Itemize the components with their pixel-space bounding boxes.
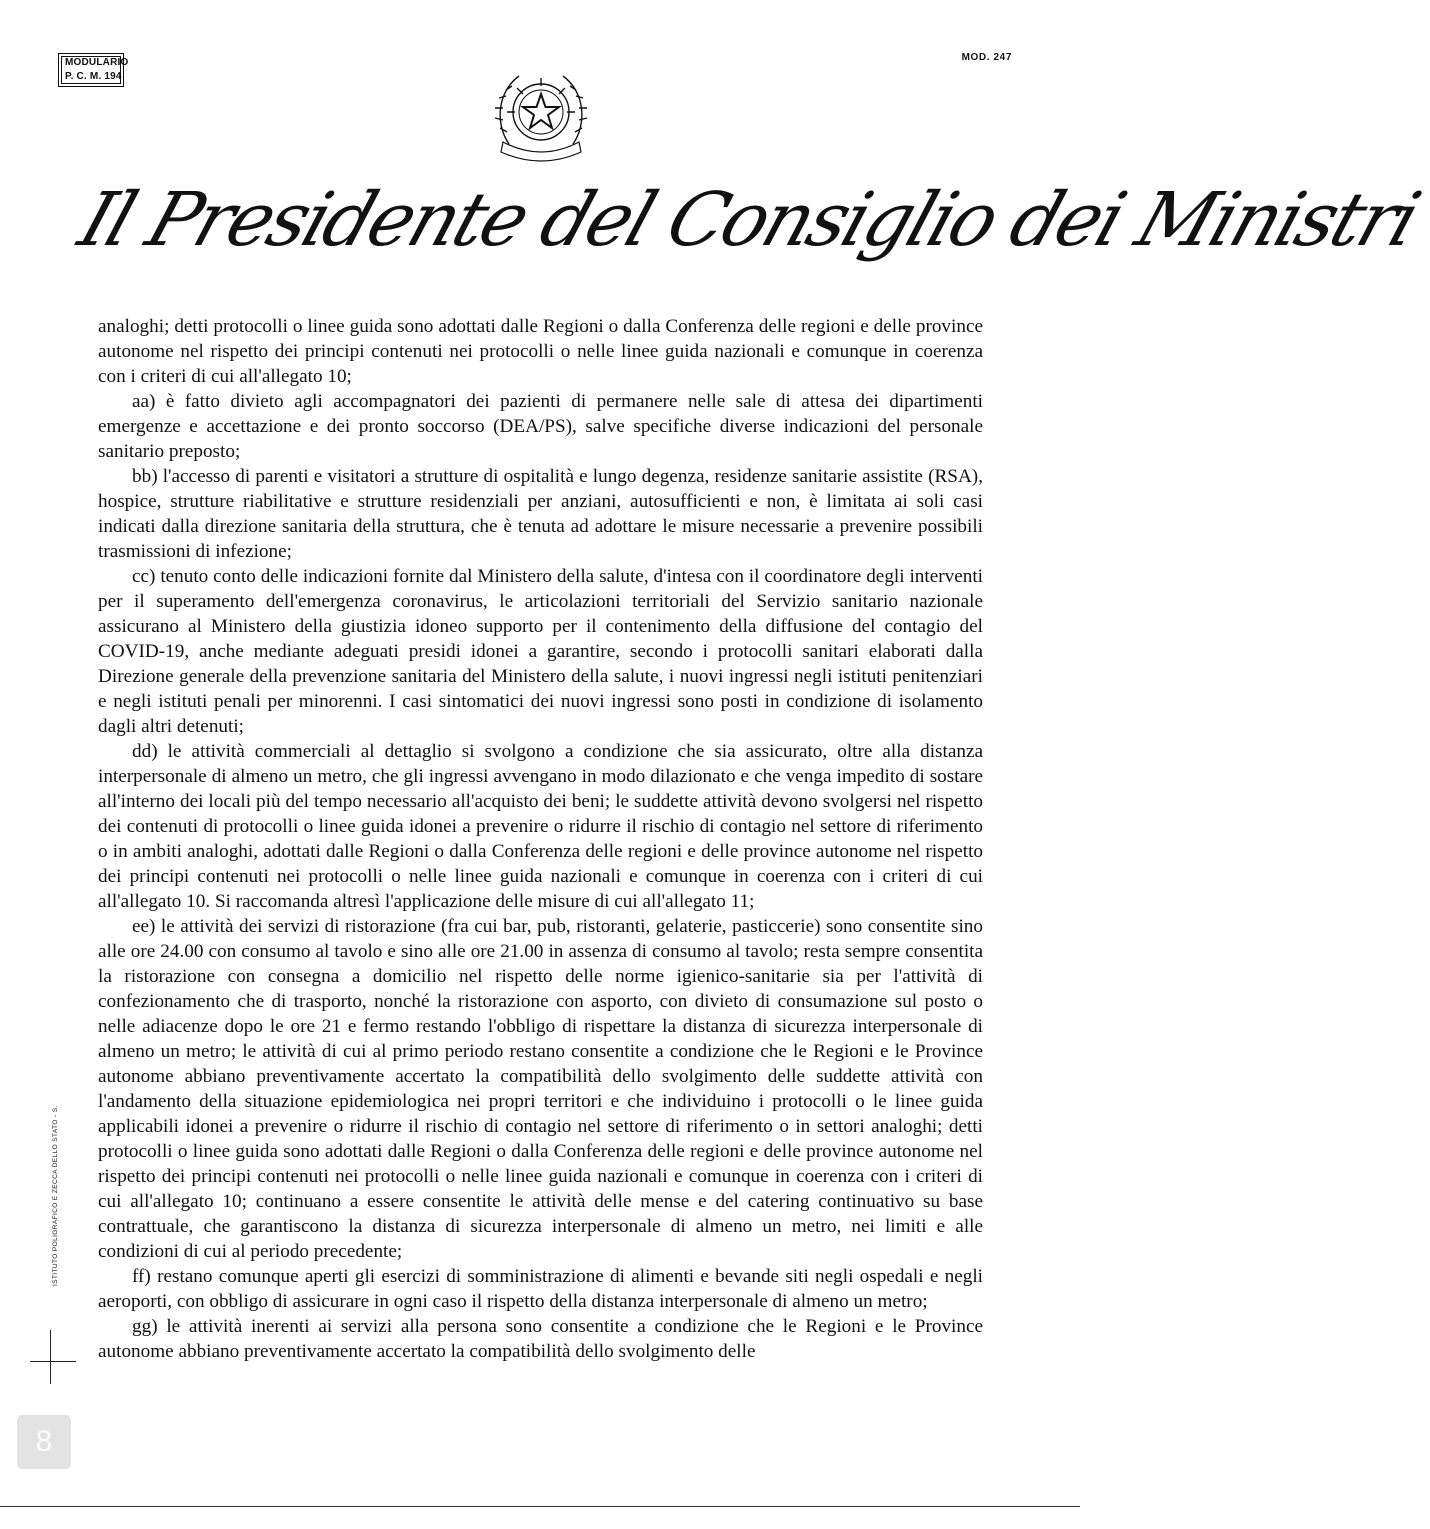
paragraph: dd) le attività commerciali al dettaglio si svolgono a condizione che sia assicurato, oltre alla distanza interpersonale di almeno un metro, che gli ingressi avvengano in modo dilazionato e che venga impedito di sostare all'interno dei locali più del tempo necessario all'acquisto dei beni; le suddette attività devono svolgersi nel rispetto dei contenuti di protocolli o linee guida idonei a prevenire o ridurre il rischio di contagio nel settore di riferimento o in ambiti analoghi, adottati dalle Regioni o dalla Conferenza delle regioni e delle province autonome nel rispetto dei principi contenuti nei protocolli o nelle linee guida nazionali e comunque in coerenza con i criteri di cui all'allegato 10. Si raccomanda altresì l'applicazione delle misure di cui all'allegato 11; <box>98 741 983 912</box>
page-bottom-edge <box>0 1506 1080 1507</box>
form-number: MOD. 247 <box>961 52 1012 63</box>
letterhead-title: Il Presidente del Consiglio dei Ministri <box>69 177 1428 263</box>
document-body <box>98 314 983 1364</box>
paragraph: aa) è fatto divieto agli accompagnatori dei pazienti di permanere nelle sale di attesa dei dipartimenti emergenze e accettazione e dei pronto soccorso (DEA/PS), salve specifiche diverse indicazioni del personale sanitario preposto; <box>98 391 983 462</box>
paragraph: ff) restano comunque aperti gli esercizi di somministrazione di alimenti e bevande siti negli ospedali e negli aeroporti, con obbligo di assicurare in ogni caso il rispetto della distanza interpersonale di almeno un metro; <box>98 1266 983 1312</box>
fold-mark <box>30 1361 76 1362</box>
page-number-badge: 8 <box>17 1415 71 1469</box>
paragraph: analoghi; detti protocolli o linee guida sono adottati dalle Regioni o dalla Conferenza delle regioni e delle province autonome nel rispetto dei principi contenuti nei protocolli o nelle linee guida nazionali e comunque in coerenza con i criteri di cui all'allegato 10; <box>98 316 983 387</box>
italian-emblem-icon <box>489 62 593 166</box>
paragraph: ee) le attività dei servizi di ristorazione (fra cui bar, pub, ristoranti, gelaterie, pasticcerie) sono consentite sino alle ore 24.00 con consumo al tavolo e sino alle ore 21.00 in assenza di consumo al tavolo; resta sempre consentita la ristorazione con consegna a domicilio nel rispetto delle norme igienico-sanitarie sia per l'attività di confezionamento che di trasporto, nonché la ristorazione con asporto, con divieto di consumazione sul posto o nelle adiacenze dopo le ore 21 e fermo restando l'obbligo di rispettare la distanza di sicurezza interpersonale di almeno un metro; le attività di cui al primo periodo restano consentite a condizione che le Regioni e le Province autonome abbiano preventivamente accertato la compatibilità dello svolgimento delle suddette attività con l'andamento della situazione epidemiologica nei propri territori e che individuino i protocolli o le linee guida applicabili idonei a prevenire o ridurre il rischio di contagio nel settore di riferimento o in settori analoghi; detti protocolli o linee guida sono adottati dalle Regioni o dalla Conferenza delle regioni e delle province autonome nel rispetto dei principi contenuti nei protocolli o nelle linee guida nazionali e comunque in coerenza con i criteri di cui all'allegato 10; continuano a essere consentite le attività delle mense e del catering continuativo su base contrattuale, che garantiscono la distanza di sicurezza interpersonale di almeno un metro, nei limiti e alle condizioni di cui al periodo precedente; <box>98 916 983 1262</box>
paragraph: bb) l'accesso di parenti e visitatori a strutture di ospitalità e lungo degenza, residenze sanitarie assistite (RSA), hospice, strutture riabilitative e strutture residenziali per anziani, autosufficienti e non, è limitata ai soli casi indicati dalla direzione sanitaria della struttura, che è tenuta ad adottare le misure necessarie a prevenire possibili trasmissioni di infezione; <box>98 466 983 562</box>
margin-mark <box>50 1330 51 1384</box>
printer-imprint: ISTITUTO POLIGRAFICO E ZECCA DELLO STATO - S. <box>52 1105 59 1286</box>
paragraph: cc) tenuto conto delle indicazioni fornite dal Ministero della salute, d'intesa con il coordinatore degli interventi per il superamento dell'emergenza coronavirus, le articolazioni territoriali del Servizio sanitario nazionale assicurano al Ministero della giustizia idoneo supporto per il contenimento della diffusione del contagio del COVID-19, anche mediante adeguati presidi idonei a garantire, secondo i protocolli sanitari elaborati dalla Direzione generale della prevenzione sanitaria del Ministero della salute, i nuovi ingressi negli istituti penitenziari e negli istituti penali per minorenni. I casi sintomatici dei nuovi ingressi sono posti in condizione di isolamento dagli altri detenuti; <box>98 566 983 737</box>
paragraph: gg) le attività inerenti ai servizi alla persona sono consentite a condizione che le Regioni e le Province autonome abbiano preventivamente accertato la compatibilità dello svolgimento delle <box>98 1316 983 1362</box>
form-code-box <box>58 53 129 87</box>
form-box-line-1: MODULARIO <box>65 57 129 68</box>
form-box-line-2: P. C. M. 194 <box>65 71 122 82</box>
